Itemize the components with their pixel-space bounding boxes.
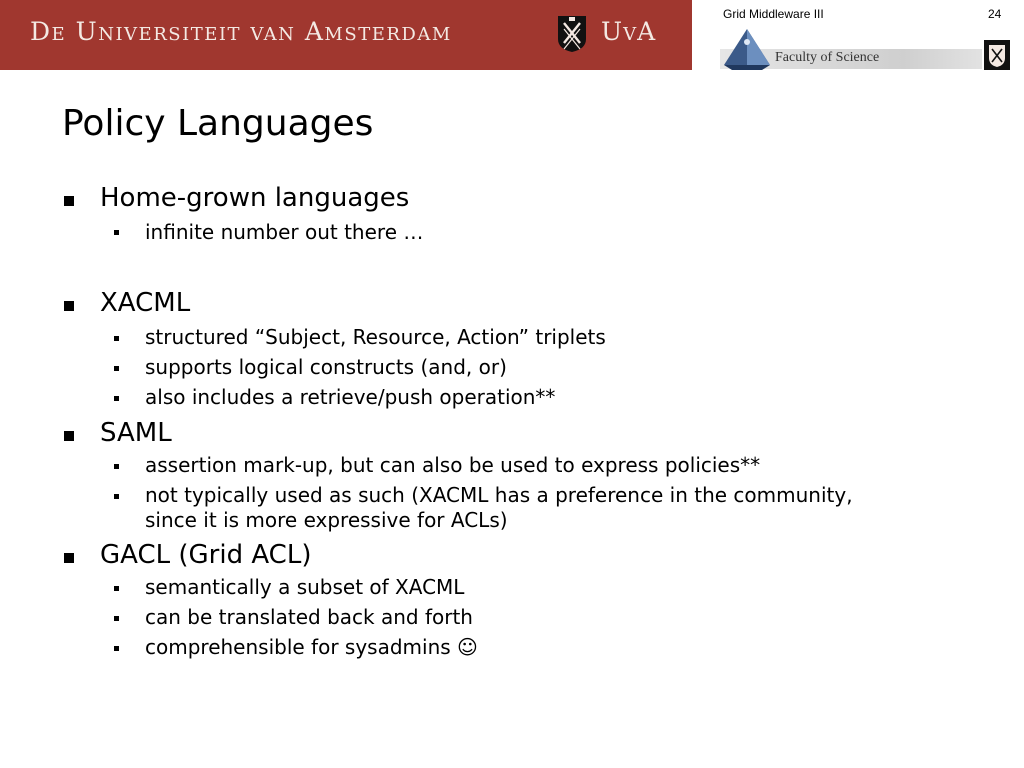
list-item: assertion mark-up, but can also be used to express policies** — [145, 453, 761, 477]
list-item: structured “Subject, Resource, Action” triplets — [145, 325, 606, 349]
page-number: 24 — [988, 7, 1002, 21]
list-item: can be translated back and forth — [145, 605, 473, 629]
bullet-small-square-icon — [114, 230, 119, 235]
bullet-small-square-icon — [114, 396, 119, 401]
university-banner — [0, 0, 692, 70]
list-item: supports logical constructs (and, or) — [145, 355, 507, 379]
uva-crest-icon — [557, 15, 587, 53]
list-item: also includes a retrieve/push operation** — [145, 385, 556, 409]
bullet-small-square-icon — [114, 494, 119, 499]
section-heading: GACL (Grid ACL) — [100, 540, 312, 570]
course-title: Grid Middleware III — [723, 7, 824, 21]
faculty-crest-icon — [984, 40, 1010, 70]
bullet-small-square-icon — [114, 366, 119, 371]
bullet-small-square-icon — [114, 586, 119, 591]
bullet-small-square-icon — [114, 336, 119, 341]
bullet-small-square-icon — [114, 616, 119, 621]
section-heading: SAML — [100, 418, 172, 448]
bullet-small-square-icon — [114, 464, 119, 469]
bullet-square-icon — [64, 431, 74, 441]
pyramid-logo-icon — [722, 27, 772, 71]
list-item: not typically used as such (XACML has a preference in the community, — [145, 483, 853, 507]
slide-title: Policy Languages — [62, 103, 374, 144]
list-item: infinite number out there … — [145, 220, 424, 244]
list-item: semantically a subset of XACML — [145, 575, 465, 599]
bullet-small-square-icon — [114, 646, 119, 651]
bullet-square-icon — [64, 196, 74, 206]
section-heading: Home-grown languages — [100, 183, 410, 213]
university-abbrev: UvA — [601, 17, 657, 46]
list-item-continuation: since it is more expressive for ACLs) — [145, 508, 508, 532]
bullet-square-icon — [64, 301, 74, 311]
list-item: comprehensible for sysadmins ☺ — [145, 635, 478, 659]
section-heading: XACML — [100, 288, 191, 318]
faculty-name: Faculty of Science — [775, 50, 880, 65]
bullet-square-icon — [64, 553, 74, 563]
university-name: De Universiteit van Amsterdam — [30, 17, 452, 46]
